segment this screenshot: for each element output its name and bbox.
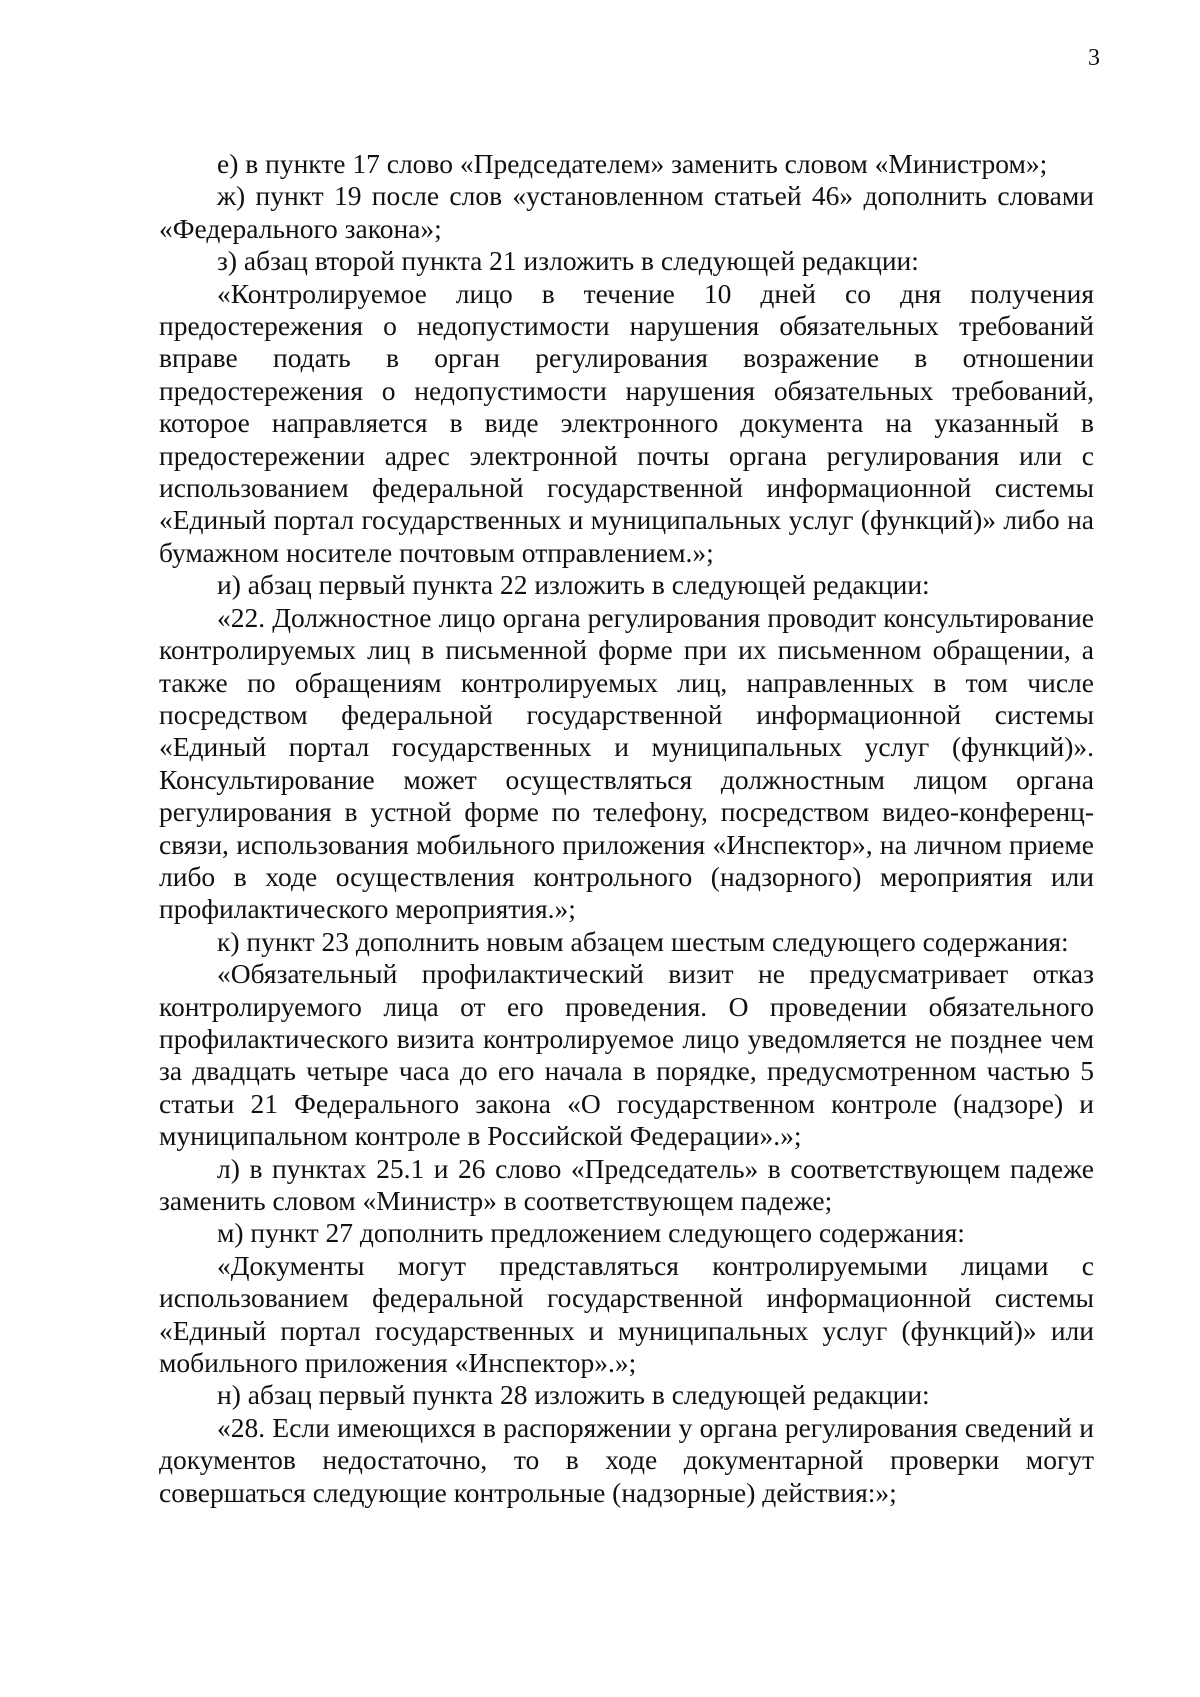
paragraph-item-k: к) пункт 23 дополнить новым абзацем шестым следующего содержания: [217,925,1069,957]
paragraph-item-i: и) абзац первый пункта 22 изложить в следующей редакции: [217,569,930,601]
paragraph-quote-28: «28. Если имеющихся в распоряжении у органа регулирования сведений и документов недостаточно, то в ходе документарной проверки могут совершаться следующие контрольные (надзорные) действия:»; [159,1411,1094,1508]
paragraph-item-e: е) в пункте 17 слово «Председателем» заменить словом «Министром»; [217,148,1048,179]
paragraph-quote-documents: «Документы могут представляться контролируемыми лицами с использованием федеральной государственной информационной системы «Единый портал государственных и муниципальных услуг (функций)» или мобильного приложения «Инспектор».»; [159,1249,1094,1379]
paragraph-item-m: м) пункт 27 дополнить предложением следующего содержания: [217,1217,965,1249]
paragraph-quote-visit: «Обязательный профилактический визит не предусматривает отказ контролируемого лица от его проведения. О проведении обязательного профилактического визита контролируемое лицо уведомляется не позднее чем за двадцать четыре часа до его начала в порядке, предусмотренном частью 5 статьи 21 Федерального закона «О государственном контроле (надзоре) и муниципальном контроле в Российской Федерации».»; [159,958,1094,1152]
paragraph-item-l: л) в пунктах 25.1 и 26 слово «Председатель» в соответствующем падеже заменить словом «Министр» в соответствующем падеже; [159,1152,1094,1216]
page-number: 3 [1088,45,1100,71]
paragraph-item-z: з) абзац второй пункта 21 изложить в следующей редакции: [217,245,919,277]
paragraph-item-zh: ж) пункт 19 после слов «установленном статьей 46» дополнить словами «Федерального закона»; [159,180,1094,244]
paragraph-quote-22: «22. Должностное лицо органа регулирования проводит консультирование контролируемых лиц в письменной форме при их письменном обращении, а также по обращениям контролируемых лиц, направленных в том числе посредством федеральной государственной информационной системы «Единый портал государственных и муниципальных услуг (функций)». Консультирование может осуществляться должностным лицом органа регулирования в устной форме по телефону, посредством видео-конференц-связи, использования мобильного приложения «Инспектор», на личном приеме либо в ходе осуществления контрольного (надзорного) мероприятия или профилактического мероприятия.»; [159,601,1094,925]
paragraph-quote-objection: «Контролируемое лицо в течение 10 дней со дня получения предостережения о недопустимости нарушения обязательных требований вправе подать в орган регулирования возражение в отношении предостережения о недопустимости нарушения обязательных требований, которое направляется в виде электронного документа на указанный в предостережении адрес электронной почты органа регулирования или с использованием федеральной государственной информационной системы «Единый портал государственных и муниципальных услуг (функций)» либо на бумажном носителе почтовым отправлением.»; [159,277,1094,568]
paragraph-item-n: н) абзац первый пункта 28 изложить в следующей редакции: [217,1379,930,1411]
document-body [159,148,1094,1509]
